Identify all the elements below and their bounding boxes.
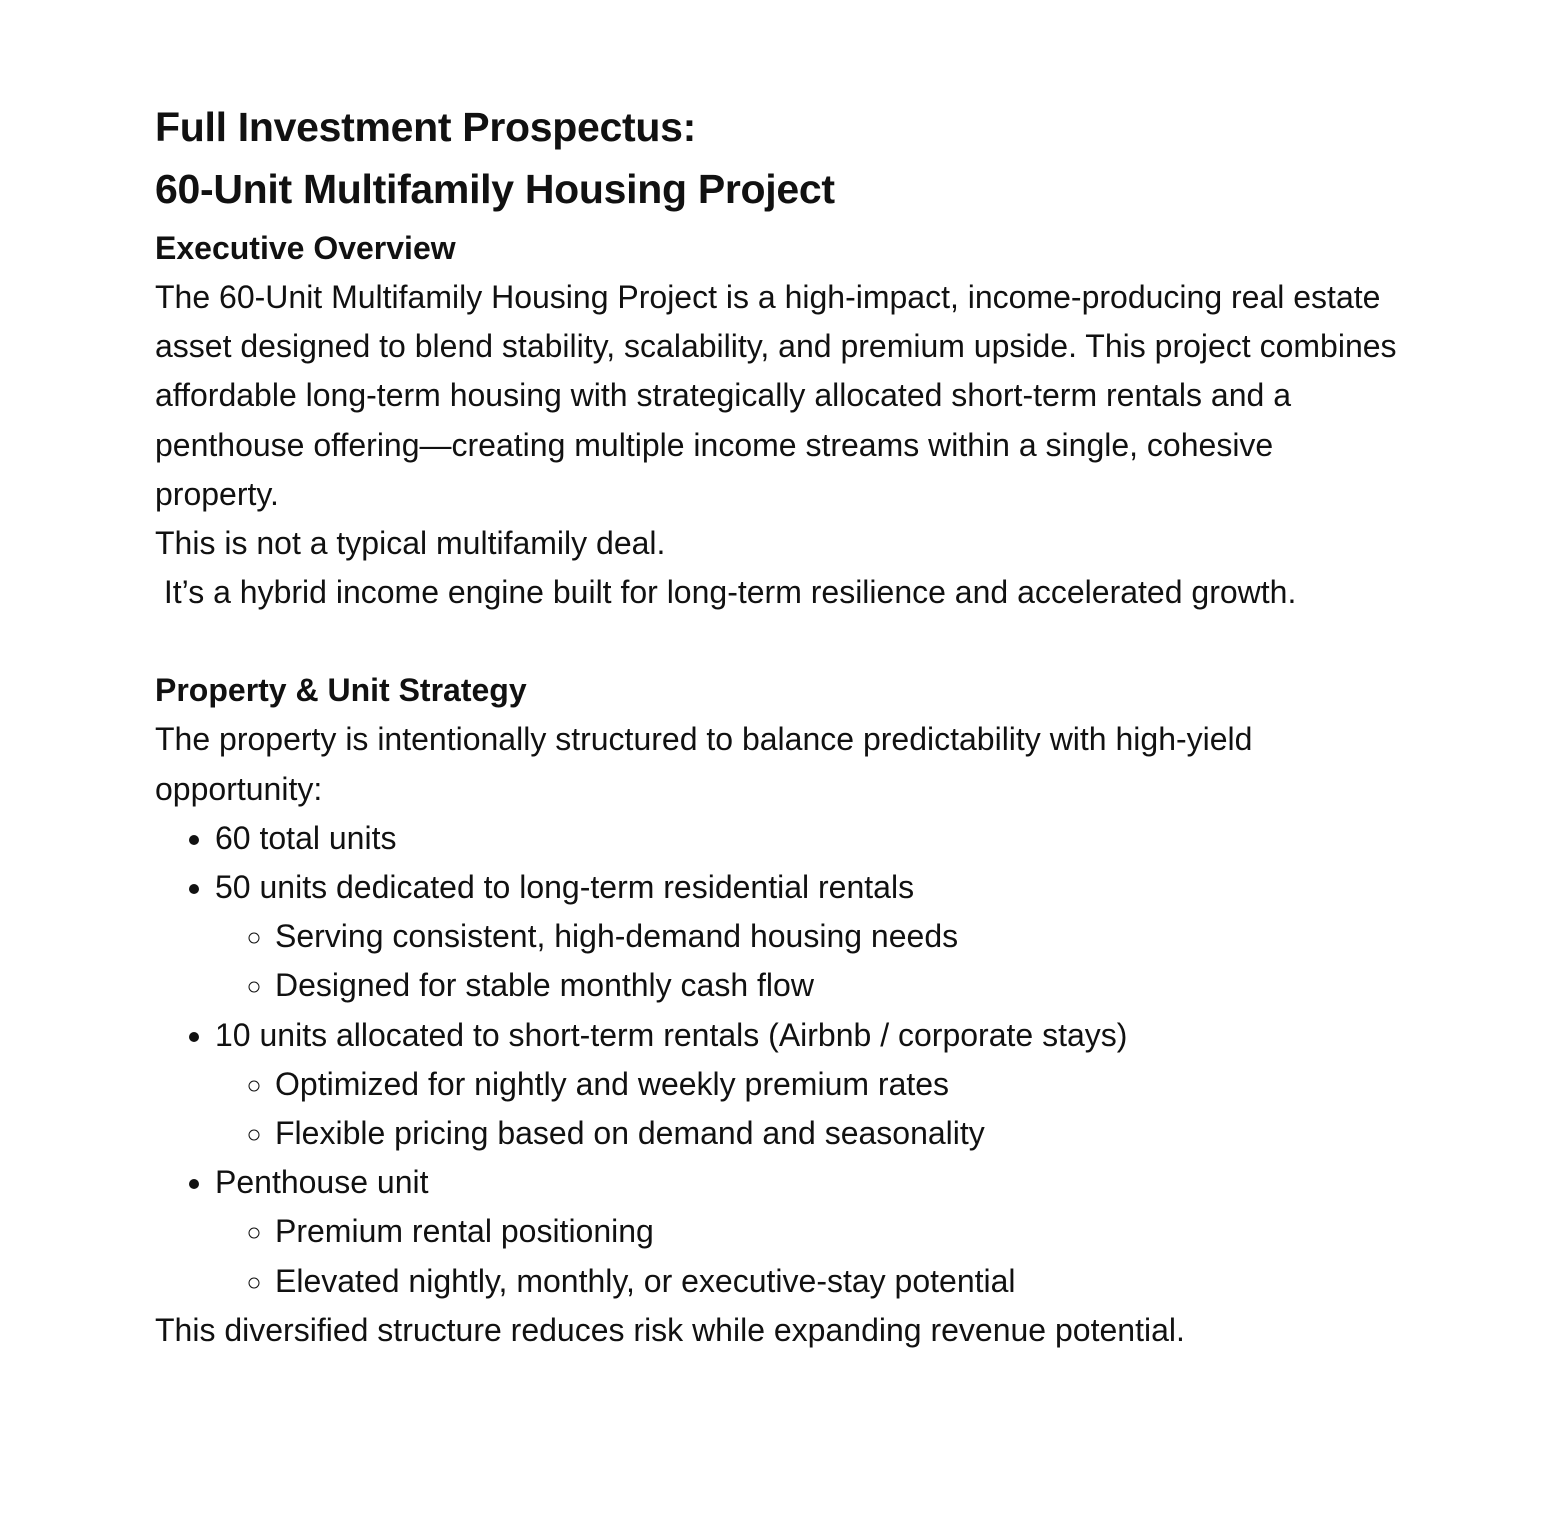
list-item-label: Penthouse unit	[215, 1164, 429, 1201]
list-item-label: 10 units allocated to short-term rentals (Airbnb / corporate stays)	[215, 1016, 1128, 1053]
sub-list-item: ◦ Designed for stable monthly cash flow	[275, 961, 1405, 1010]
property-strategy-heading: Property & Unit Strategy	[155, 672, 527, 709]
property-strategy-closing: This diversified structure reduces risk while expanding revenue potential.	[155, 1311, 1185, 1348]
document-title	[155, 96, 1405, 220]
executive-overview-heading: Executive Overview	[155, 230, 456, 266]
property-strategy-intro: The property is intentionally structured to balance predictability with high-yield opportunity:	[155, 721, 1262, 807]
sub-list	[215, 1060, 1405, 1158]
list-item	[215, 814, 1405, 863]
executive-overview-paragraph-2: This is not a typical multifamily deal.	[155, 525, 666, 562]
document	[155, 96, 1405, 1355]
list-item-label: 60 total units	[215, 819, 397, 856]
unit-strategy-list	[155, 814, 1405, 1306]
sub-list-item: ◦ Elevated nightly, monthly, or executive-stay potential	[275, 1257, 1405, 1306]
list-item	[215, 1011, 1405, 1159]
list-item	[215, 1158, 1405, 1306]
list-item-label: 50 units dedicated to long-term residential rentals	[215, 869, 915, 906]
sub-list	[215, 912, 1405, 1010]
sub-list-item: ◦ Premium rental positioning	[275, 1207, 1405, 1256]
executive-overview-paragraph-3: It’s a hybrid income engine built for long-term resilience and accelerated growth.	[155, 574, 1297, 611]
sub-list-item: ◦ Serving consistent, high-demand housing needs	[275, 912, 1405, 961]
list-item	[215, 863, 1405, 1011]
sub-list-item: ◦ Optimized for nightly and weekly premium rates	[275, 1060, 1405, 1109]
title-line-1: Full Investment Prospectus:	[155, 104, 696, 150]
sub-list	[215, 1207, 1405, 1305]
sub-list-item: ◦ Flexible pricing based on demand and seasonality	[275, 1109, 1405, 1158]
executive-overview-paragraph-1: The 60-Unit Multifamily Housing Project is a high-impact, income-producing real estate asset designed to blend stability, scalability, and premium upside. This project combines affordable long-term housing with strategically allocated short-term rentals and a penthouse offering—creating multiple income streams within a single, cohesive property.	[155, 279, 1406, 512]
title-line-2: 60-Unit Multifamily Housing Project	[155, 166, 835, 212]
